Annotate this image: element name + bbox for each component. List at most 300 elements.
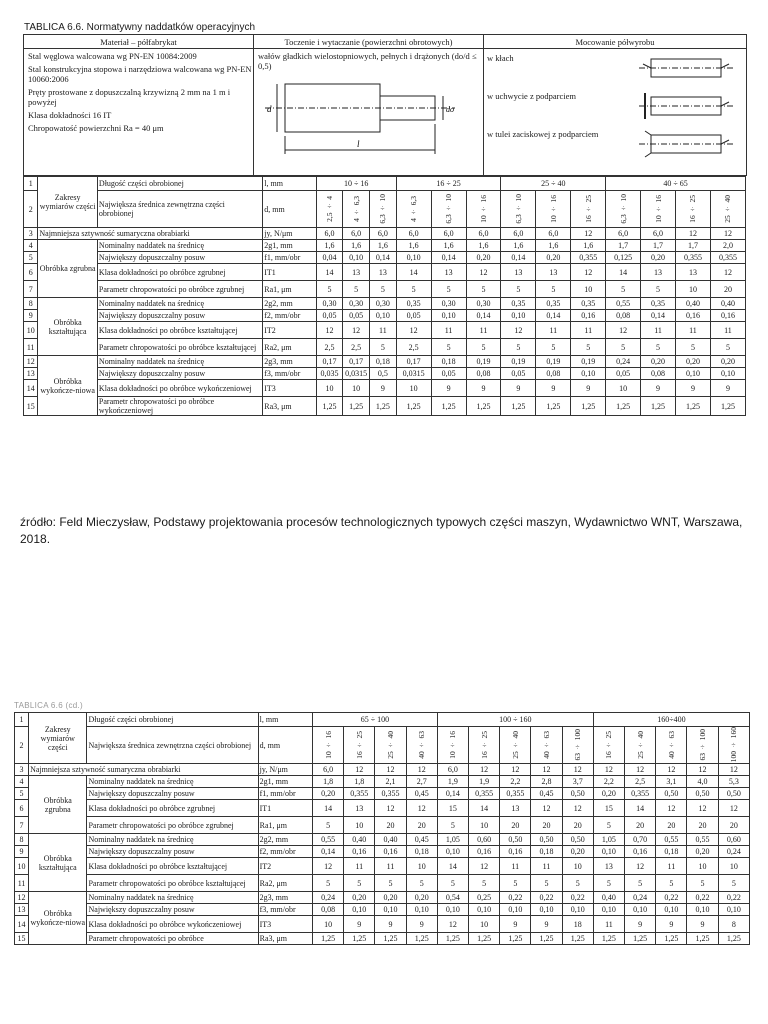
- table-cell: 1,6: [571, 240, 606, 252]
- table-cell: 5: [344, 875, 375, 892]
- table-cell: 0,035: [316, 368, 343, 380]
- table-cell: 0,14: [431, 252, 466, 264]
- diameter-range-text: 25 ÷ 40: [385, 731, 395, 759]
- table-cell: 13: [431, 264, 466, 281]
- table-cell: 12: [562, 800, 593, 817]
- table-cell: 11: [710, 322, 745, 339]
- table-cell: 10: [562, 858, 593, 875]
- table-cell: 0,355: [710, 252, 745, 264]
- table-cell: 6,0: [536, 228, 571, 240]
- table-cell: 20: [710, 281, 745, 298]
- table-cell: 9: [625, 916, 656, 933]
- table-cell: 20: [500, 817, 531, 834]
- table-cell: 10: [344, 817, 375, 834]
- row-unit: IT2: [263, 322, 316, 339]
- table-cell: 15: [437, 800, 468, 817]
- table-cell: 5: [375, 875, 406, 892]
- table-cell: 5: [593, 875, 624, 892]
- table-cell: 0,45: [406, 788, 437, 800]
- table-cell: 0,30: [343, 298, 370, 310]
- table-cell: 0,0315: [343, 368, 370, 380]
- table-cell: 0,16: [375, 846, 406, 858]
- row-label: Nominalny naddatek na średnicę: [97, 298, 262, 310]
- table-cell: 6,0: [431, 228, 466, 240]
- table-cell: 11: [375, 858, 406, 875]
- table-cell: 0,50: [562, 788, 593, 800]
- row-number: 14: [24, 380, 38, 397]
- length-header-row: [24, 177, 746, 191]
- table-cell: 5: [593, 817, 624, 834]
- table-cell: 5: [312, 875, 343, 892]
- table-cell: 9: [641, 380, 676, 397]
- diameter-label: Największa średnica zewnętrzna części obrobionej: [87, 727, 258, 764]
- table-cell: 0,20: [344, 892, 375, 904]
- table-cell: 1,25: [375, 933, 406, 945]
- dim-l: l: [357, 139, 360, 149]
- table-cell: 5: [431, 281, 466, 298]
- table-cell: 0,25: [469, 892, 500, 904]
- table-cell: 0,18: [531, 846, 562, 858]
- table-row: [24, 298, 746, 310]
- header-turning: Toczenie i wytaczanie (powierzchni obrotowych): [254, 35, 484, 49]
- conditions-table: [23, 34, 747, 176]
- length-label: Długość części obrobionej: [97, 177, 262, 191]
- diameter-range-text: 10 ÷ 16: [323, 731, 333, 759]
- table-cell: 12: [625, 764, 656, 776]
- centers-mount-icon: [637, 53, 737, 83]
- row-unit: 2g2, mm: [258, 834, 312, 846]
- table-row: [15, 858, 750, 875]
- row-unit: IT2: [258, 858, 312, 875]
- table-cell: 13: [343, 264, 370, 281]
- row-number: 2: [24, 191, 38, 228]
- dim-do: do: [446, 105, 454, 114]
- diameter-range-text: 10 ÷ 16: [653, 195, 663, 223]
- row-label: Największy dopuszczalny posuw: [87, 904, 258, 916]
- diameter-range-text: 25 ÷ 40: [510, 731, 520, 759]
- table-cell: 5: [562, 875, 593, 892]
- table-cell: 1,05: [437, 834, 468, 846]
- table-cell: 2,0: [710, 240, 745, 252]
- table-cell: 1,25: [437, 933, 468, 945]
- row-label: Klasa dokładności po obróbce zgrubnej: [97, 264, 262, 281]
- diameter-range: [656, 727, 687, 764]
- table-cell: 5: [641, 339, 676, 356]
- table-cell: 12: [710, 264, 745, 281]
- table-cell: 2,5: [625, 776, 656, 788]
- table-cell: 2,5: [343, 339, 370, 356]
- table-cell: 0,14: [312, 846, 343, 858]
- table-cell: 0,18: [431, 356, 466, 368]
- table-cell: 1,25: [396, 397, 431, 416]
- table-cell: 1,25: [500, 933, 531, 945]
- table-row: [15, 817, 750, 834]
- row-number: 7: [15, 817, 29, 834]
- table-cell: 1,05: [593, 834, 624, 846]
- table-cell: 9: [531, 916, 562, 933]
- table-cell: 0,40: [375, 834, 406, 846]
- table-cell: 1,6: [466, 240, 501, 252]
- row-unit: Ra3, μm: [258, 933, 312, 945]
- table-cell: 0,55: [312, 834, 343, 846]
- row-label: Klasa dokładności po obróbce wykończeniowej: [97, 380, 262, 397]
- table-cell: 0,10: [562, 904, 593, 916]
- diameter-range: [571, 191, 606, 228]
- diameter-range-text: 16 ÷ 25: [479, 731, 489, 759]
- table-cell: 2,2: [593, 776, 624, 788]
- table-cell: 12: [718, 764, 749, 776]
- table-row: [24, 240, 746, 252]
- length-range: 100 ÷ 160: [437, 713, 593, 727]
- table-cell: 1,8: [344, 776, 375, 788]
- table-cell: 1,25: [312, 933, 343, 945]
- table-cell: 0,10: [437, 904, 468, 916]
- table-cell: 1,6: [536, 240, 571, 252]
- table-cell: 1,7: [606, 240, 641, 252]
- table-cell: 5: [469, 875, 500, 892]
- table-cell: 12: [718, 800, 749, 817]
- table-cell: 5: [606, 339, 641, 356]
- diameter-range-text: 6,3 ÷ 10: [444, 194, 454, 224]
- table-cell: 0,35: [641, 298, 676, 310]
- table-cell: 14: [606, 264, 641, 281]
- table-cell: 2,2: [500, 776, 531, 788]
- table-cell: 1,25: [344, 933, 375, 945]
- row-number: 2: [15, 727, 29, 764]
- table-cell: 0,16: [469, 846, 500, 858]
- table-cell: 0,50: [656, 788, 687, 800]
- table-cell: 12: [571, 228, 606, 240]
- operation-group-label: Obróbka kształtująca: [29, 834, 87, 892]
- table-cell: 0,20: [641, 252, 676, 264]
- table-row: [24, 264, 746, 281]
- table-row: [15, 875, 750, 892]
- diameter-range: [625, 727, 656, 764]
- row-label: Nominalny naddatek na średnicę: [97, 240, 262, 252]
- row-number: 10: [24, 322, 38, 339]
- table-cell: 0,10: [375, 904, 406, 916]
- row-number: 6: [24, 264, 38, 281]
- table-cell: 12: [375, 764, 406, 776]
- table-cell: 0,08: [312, 904, 343, 916]
- table-cell: 0,10: [531, 904, 562, 916]
- table-cell: 12: [593, 764, 624, 776]
- table-cell: 12: [562, 764, 593, 776]
- mounting-label: w kłach: [487, 53, 514, 63]
- row-label: Parametr chropowatości po obróbce wykończeniowej: [97, 397, 262, 416]
- table-row: [24, 397, 746, 416]
- table-row: [15, 916, 750, 933]
- table-cell: 13: [344, 800, 375, 817]
- table-cell: 1,25: [466, 397, 501, 416]
- table-cell: 0,22: [531, 892, 562, 904]
- table-cell: 9: [344, 916, 375, 933]
- row-unit: Ra1, μm: [263, 281, 316, 298]
- diameter-range-text: 63 ÷ 100: [698, 729, 708, 761]
- table-cell: 13: [501, 264, 536, 281]
- table-cell: 5: [396, 281, 431, 298]
- table-cell: 0,24: [606, 356, 641, 368]
- table-cell: 5: [370, 281, 397, 298]
- table-cell: 0,05: [316, 310, 343, 322]
- row-label: Nominalny naddatek na średnicę: [97, 356, 262, 368]
- table-cell: 20: [687, 817, 718, 834]
- table-row: [24, 322, 746, 339]
- table-cell: 12: [656, 764, 687, 776]
- table-row: [24, 339, 746, 356]
- operation-group-label: Obróbka zgrubna: [29, 776, 87, 834]
- table-cell: 1,7: [676, 240, 711, 252]
- table-cell: 20: [625, 817, 656, 834]
- table-row: [24, 356, 746, 368]
- table-cell: 0,355: [344, 788, 375, 800]
- table-cell: 0,20: [466, 252, 501, 264]
- table-cell: 1,25: [531, 933, 562, 945]
- table-cell: 11: [676, 322, 711, 339]
- table-cell: 0,40: [710, 298, 745, 310]
- chuck-mount-icon: [637, 91, 737, 121]
- table-cell: 0,24: [312, 892, 343, 904]
- table-cell: 1,25: [536, 397, 571, 416]
- table-cell: 15: [593, 800, 624, 817]
- diameter-range-text: 6,3 ÷ 10: [618, 194, 628, 224]
- table-cell: 9: [571, 380, 606, 397]
- diameter-range: [718, 727, 749, 764]
- diameter-range-text: 10 ÷ 16: [448, 731, 458, 759]
- length-range: 10 ÷ 16: [316, 177, 396, 191]
- material-line: Stal węglowa walcowana wg PN-EN 10084:2009: [28, 51, 197, 61]
- row-unit: IT3: [258, 916, 312, 933]
- table-cell: 20: [406, 817, 437, 834]
- table-cell: 11: [344, 858, 375, 875]
- turning-cell: [254, 49, 484, 176]
- table-cell: 0,16: [344, 846, 375, 858]
- table-cell: 11: [500, 858, 531, 875]
- table-cell: 5: [406, 875, 437, 892]
- table-cell: 5: [571, 339, 606, 356]
- table-cell: 5: [437, 817, 468, 834]
- table-cell: 10: [676, 281, 711, 298]
- table-cell: 0,10: [343, 252, 370, 264]
- table-cell: 0,14: [501, 252, 536, 264]
- table-cell: 0,10: [344, 904, 375, 916]
- material-line: Klasa dokładności 16 IT: [28, 110, 112, 120]
- row-number: 3: [24, 228, 38, 240]
- diameter-header-row: [15, 727, 750, 764]
- table-cell: 1,25: [501, 397, 536, 416]
- table-cell: 1,25: [469, 933, 500, 945]
- row-number: 12: [24, 356, 38, 368]
- table-cell: 5: [536, 339, 571, 356]
- row-number: 10: [15, 858, 29, 875]
- row-label: Parametr chropowatości po obróbce kształtującej: [97, 339, 262, 356]
- table-cell: 0,20: [593, 788, 624, 800]
- operation-group-label: Obróbka zgrubna: [38, 240, 98, 298]
- row-label: Najmniejsza sztywność sumaryczna obrabiarki: [38, 228, 263, 240]
- table-cell: 13: [370, 264, 397, 281]
- table-cell: 1,25: [710, 397, 745, 416]
- table-cell: 0,55: [606, 298, 641, 310]
- table-cell: 0,30: [431, 298, 466, 310]
- table-cell: 0,19: [536, 356, 571, 368]
- table-cell: 5: [501, 281, 536, 298]
- length-range: 25 ÷ 40: [501, 177, 606, 191]
- table-cell: 0,04: [316, 252, 343, 264]
- diameter-range-text: 40 ÷ 63: [542, 731, 552, 759]
- table-cell: 1,25: [571, 397, 606, 416]
- table-cell: 5: [531, 875, 562, 892]
- table-cell: 12: [500, 764, 531, 776]
- table-cell: 12: [406, 764, 437, 776]
- material-line: Chropowatość powierzchni Ra = 40 μm: [28, 123, 164, 133]
- table-cell: 0,10: [500, 904, 531, 916]
- row-unit: f3, mm/obr: [263, 368, 316, 380]
- table-cell: 6,0: [312, 764, 343, 776]
- table-cell: 0,19: [466, 356, 501, 368]
- table-cell: 0,60: [718, 834, 749, 846]
- table-cell: 1,25: [562, 933, 593, 945]
- table-cell: 0,355: [500, 788, 531, 800]
- table-cell: 12: [656, 800, 687, 817]
- table-cell: 0,24: [625, 892, 656, 904]
- diameter-range: [606, 191, 641, 228]
- table-cell: 6,0: [501, 228, 536, 240]
- table-cell: 0,20: [641, 356, 676, 368]
- table-cell: 6,0: [606, 228, 641, 240]
- row-number: 9: [24, 310, 38, 322]
- table-cell: 0,22: [562, 892, 593, 904]
- table-cell: 0,08: [641, 368, 676, 380]
- table-cell: 5: [316, 281, 343, 298]
- table-cell: 1,6: [501, 240, 536, 252]
- table-cell: 9: [501, 380, 536, 397]
- table-cell: 9: [687, 916, 718, 933]
- size-ranges-label: Zakresy wymiarów części: [38, 177, 98, 228]
- table-cell: 9: [466, 380, 501, 397]
- table-cell: 12: [501, 322, 536, 339]
- table-cell: 9: [406, 916, 437, 933]
- diameter-range-text: 25 ÷ 40: [723, 195, 733, 223]
- row-number: 4: [24, 240, 38, 252]
- table-cell: 0,24: [718, 846, 749, 858]
- operation-group-label: Obróbka kształtująca: [38, 298, 98, 356]
- diameter-range-text: 25 ÷ 40: [635, 731, 645, 759]
- table-cell: 5: [641, 281, 676, 298]
- table-cell: 0,20: [676, 356, 711, 368]
- table-cell: 6,0: [466, 228, 501, 240]
- table-cell: 12: [625, 858, 656, 875]
- table-cell: 9: [370, 380, 397, 397]
- diameter-range: [431, 191, 466, 228]
- row-number: 7: [24, 281, 38, 298]
- diameter-range: [687, 727, 718, 764]
- table-cell: 11: [466, 322, 501, 339]
- table-cell: 0,14: [437, 788, 468, 800]
- table-cell: 2,8: [531, 776, 562, 788]
- table-cell: 0,5: [370, 368, 397, 380]
- table-title: TABLICA 6.6. Normatywny naddatków operacyjnych: [24, 22, 256, 33]
- table-cell: 0,355: [676, 252, 711, 264]
- table-cell: 0,18: [656, 846, 687, 858]
- table-cell: 0,35: [396, 298, 431, 310]
- table-cell: 5: [343, 281, 370, 298]
- table-cell: 1,9: [437, 776, 468, 788]
- row-unit: 2g3, mm: [258, 892, 312, 904]
- table-cell: 20: [562, 817, 593, 834]
- length-range: 40 ÷ 65: [606, 177, 746, 191]
- table-cell: 0,18: [370, 356, 397, 368]
- table-cell: 0,20: [375, 892, 406, 904]
- table-cell: 5: [676, 339, 711, 356]
- diameter-range-text: 40 ÷ 63: [666, 731, 676, 759]
- row-unit: Ra2, μm: [263, 339, 316, 356]
- table-cell: 12: [531, 764, 562, 776]
- diameter-range: [406, 727, 437, 764]
- diameter-range: [396, 191, 431, 228]
- table-cell: 12: [316, 322, 343, 339]
- row-unit: IT3: [263, 380, 316, 397]
- operation-group-label: Obróbka wykończe-niowa: [38, 356, 98, 416]
- table-cell: 2,5: [396, 339, 431, 356]
- length-range: 160÷400: [593, 713, 749, 727]
- table-cell: 0,16: [625, 846, 656, 858]
- row-label: Parametr chropowatości po obróbce zgrubnej: [87, 817, 258, 834]
- table-cell: 1,9: [469, 776, 500, 788]
- table-cell: 0,70: [625, 834, 656, 846]
- table-cell: 11: [370, 322, 397, 339]
- diameter-range-text: 6,3 ÷ 10: [378, 194, 388, 224]
- table-cell: 0,08: [536, 368, 571, 380]
- table-cell: 10: [312, 916, 343, 933]
- diameter-range: [316, 191, 343, 228]
- table-cell: 0,50: [531, 834, 562, 846]
- table-cell: 9: [431, 380, 466, 397]
- mounting-option: [485, 49, 745, 87]
- row-number: 8: [24, 298, 38, 310]
- row-unit: f3, mm/obr: [258, 904, 312, 916]
- table-cell: 13: [536, 264, 571, 281]
- row-number: 1: [24, 177, 38, 191]
- material-line: Pręty prostowane z dopuszczalną krzywizną 2 mm na 1 m i powyżej: [28, 87, 231, 107]
- diameter-range: [593, 727, 624, 764]
- table-cell: 0,30: [370, 298, 397, 310]
- table-cell: 0,10: [437, 846, 468, 858]
- row-number: 13: [15, 904, 29, 916]
- table-cell: 10: [469, 916, 500, 933]
- table-cell: 10: [396, 380, 431, 397]
- diameter-range: [344, 727, 375, 764]
- row-label: Największy dopuszczalny posuw: [87, 846, 258, 858]
- table-cell: 0,45: [531, 788, 562, 800]
- row-unit: Ra1, μm: [258, 817, 312, 834]
- table-cell: 1,25: [687, 933, 718, 945]
- table-cell: 11: [593, 916, 624, 933]
- table-cell: 0,20: [710, 356, 745, 368]
- table-cell: 0,55: [687, 834, 718, 846]
- table-cell: 9: [710, 380, 745, 397]
- diameter-range: [676, 191, 711, 228]
- table-cell: 3,1: [656, 776, 687, 788]
- table-cell: 20: [375, 817, 406, 834]
- row-number: 5: [24, 252, 38, 264]
- table-cell: 0,10: [710, 368, 745, 380]
- table-cell: 0,05: [343, 310, 370, 322]
- table-cell: 0,16: [710, 310, 745, 322]
- length-range: 16 ÷ 25: [396, 177, 501, 191]
- row-unit: f1, mm/obr: [263, 252, 316, 264]
- table-row: [15, 800, 750, 817]
- table-cell: 0,35: [501, 298, 536, 310]
